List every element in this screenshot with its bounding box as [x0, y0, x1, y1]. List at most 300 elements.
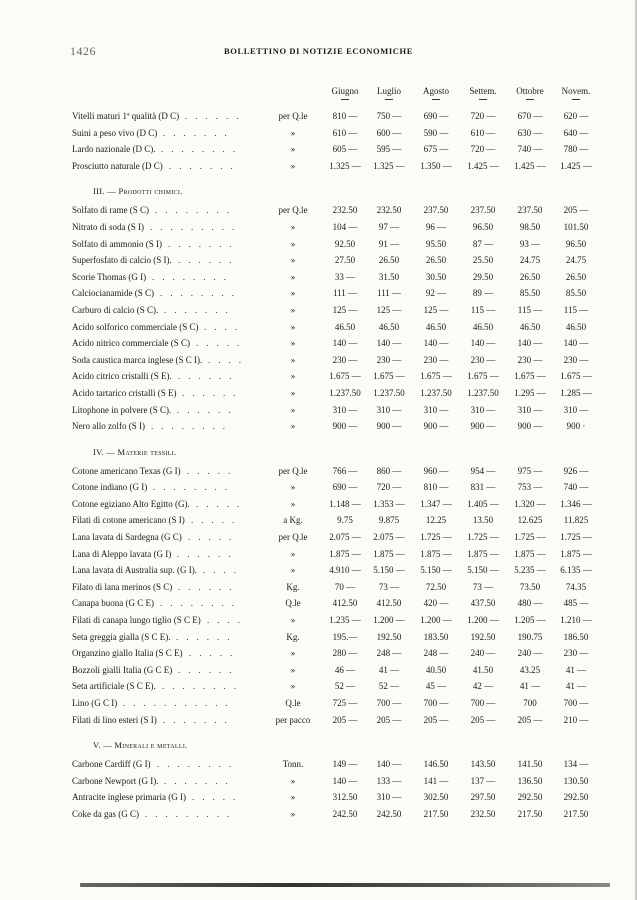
price-cell: 101.50 — [563, 221, 589, 232]
price-cell: 140 — — [517, 338, 543, 349]
price-cell: 230 — — [423, 354, 449, 365]
dot-leader: ........ — [160, 288, 242, 299]
month-label: Ottobre — [516, 86, 544, 96]
table-row — [0, 108, 637, 125]
price-cell: 720 — — [376, 482, 402, 493]
price-cell: 205 — — [376, 714, 402, 725]
dot-leader: ........... — [123, 698, 236, 708]
table-row — [0, 385, 637, 402]
price-cell: 237.50 — [470, 205, 496, 216]
price-cell: 24.75 — [519, 255, 541, 266]
dot-leader: .... — [207, 615, 248, 626]
price-cell: 46.50 — [425, 321, 447, 332]
price-cell: 766 — — [332, 465, 358, 476]
month-label: Settem. — [469, 86, 497, 96]
price-cell: 2.075 — — [373, 532, 405, 543]
item-label: Cotone indiano (G I) — [72, 482, 148, 493]
price-cell: 1.353 — — [373, 498, 405, 509]
table-row — [0, 662, 637, 679]
item-label: Nero allo zolfo (S I) — [72, 421, 145, 432]
table-row — [0, 202, 637, 219]
price-cell: 232.50 — [376, 205, 402, 216]
price-cell: 232.50 — [332, 205, 358, 216]
price-cell: 24.75 — [565, 255, 587, 266]
table-row — [0, 789, 637, 806]
price-cell: 95.50 — [425, 238, 447, 249]
price-cell: 140 — — [423, 338, 449, 349]
unit-label: » — [290, 144, 296, 155]
price-cell: 73 — — [472, 581, 494, 592]
price-cell: 5.150 — — [420, 565, 452, 576]
price-cell: 1.205 — — [514, 615, 546, 626]
price-cell: 1.237.50 — [467, 387, 499, 398]
item-label: Lino (G C I) — [72, 698, 118, 708]
item-label: Lana lavata di Sardegna (G C) — [72, 532, 182, 543]
price-cell: 1.725 — — [560, 532, 592, 543]
price-cell: 1.675 — — [560, 371, 592, 382]
price-cell: 29.50 — [472, 271, 494, 282]
unit-label: Q.le — [285, 698, 301, 708]
price-cell: 700 — — [470, 698, 496, 708]
price-cell: 310 — — [517, 404, 543, 415]
table-row — [0, 529, 637, 546]
item-label: Solfato di rame (S C) — [72, 205, 149, 216]
dot-leader: ........ — [153, 482, 235, 493]
price-cell: 1.200 — — [373, 615, 405, 626]
table-row — [0, 773, 637, 790]
unit-label: » — [290, 371, 296, 382]
item-label: Calciocianamide (S C) — [72, 288, 154, 299]
unit-label: » — [290, 792, 296, 803]
price-cell: 310 — — [563, 404, 589, 415]
price-cell: 1.875 — — [467, 548, 499, 559]
price-cell: 700 — [523, 698, 537, 708]
price-cell: 975 — — [517, 465, 543, 476]
dot-leader: ........ — [151, 421, 233, 432]
table-row — [0, 125, 637, 142]
price-cell: 900 — — [470, 421, 496, 432]
price-cell: 42 — — [472, 681, 494, 692]
dot-leader: ........ — [162, 681, 244, 692]
price-cell: 30.50 — [425, 271, 447, 282]
price-cell: 130.50 — [563, 775, 589, 786]
price-cell: 620 — — [563, 111, 589, 121]
unit-label: per pacco — [275, 714, 311, 725]
price-cell: 210 — — [563, 714, 589, 725]
price-cell: 230 — — [376, 354, 402, 365]
month-underline — [572, 99, 580, 100]
table-row — [0, 319, 637, 336]
price-cell: 753 — — [517, 482, 543, 493]
item-label: Antracite inglese primaria (G I) — [72, 792, 186, 803]
unit-label: » — [290, 615, 296, 626]
price-cell: 900 — — [332, 421, 358, 432]
section-title: V. — Minerali e metalli. — [93, 740, 188, 751]
price-cell: 860 — — [376, 465, 402, 476]
price-cell: 205 — — [563, 205, 589, 216]
unit-label: » — [290, 387, 296, 398]
unit-label: Kg. — [286, 631, 300, 642]
price-cell: 205 — — [423, 714, 449, 725]
price-cell: 900 · — [566, 421, 586, 432]
section-title: IV. — Materie tessili. — [93, 446, 177, 457]
price-cell: 1.675 — — [420, 371, 452, 382]
month-underline — [341, 99, 349, 100]
price-cell: 675 — — [423, 144, 449, 155]
month-underline — [385, 99, 393, 100]
price-cell: 72.50 — [425, 581, 447, 592]
price-cell: 26.50 — [378, 255, 400, 266]
table-row — [0, 252, 637, 269]
price-cell: 310 — — [376, 404, 402, 415]
table-row — [0, 141, 637, 158]
item-label: Solfato di ammonio (S I) — [72, 238, 162, 249]
price-cell: 1.725 — — [420, 532, 452, 543]
unit-label: per Q.le — [278, 465, 308, 476]
table-row — [0, 756, 637, 773]
price-cell: 810 — — [423, 482, 449, 493]
price-cell: 43.25 — [519, 664, 541, 675]
price-cell: 46.50 — [565, 321, 587, 332]
price-cell: 190.75 — [517, 631, 543, 642]
item-label: Cotone egiziano Alto Egitto (G). — [72, 498, 190, 509]
table-row — [0, 463, 637, 480]
price-cell: 140 — — [376, 338, 402, 349]
price-cell: 292.50 — [563, 792, 589, 803]
price-cell: 690 — — [332, 482, 358, 493]
month-underline — [526, 99, 534, 100]
price-cell: 93 — — [519, 238, 541, 249]
unit-label: a Kg. — [283, 515, 303, 526]
dot-leader: ....... — [169, 160, 241, 171]
price-cell: 115 — — [470, 304, 496, 315]
price-cell: 230 — — [563, 354, 589, 365]
dot-leader: ..... — [191, 515, 243, 526]
price-cell: 1.237.50 — [373, 387, 405, 398]
dot-leader: ...... — [178, 255, 240, 266]
price-cell: 1.875 — — [329, 548, 361, 559]
price-cell: 27.50 — [334, 255, 356, 266]
price-cell: 74.35 — [565, 581, 587, 592]
price-cell: 70 — — [334, 581, 356, 592]
price-cell: 610 — — [470, 127, 496, 138]
price-cell: 1.148 — — [329, 498, 361, 509]
month-label: Agosto — [422, 86, 449, 96]
price-cell: 52 — — [334, 681, 356, 692]
item-label: Canapa buona (G C E) — [72, 598, 154, 609]
price-cell: 1.320 — — [514, 498, 546, 509]
month-header — [548, 86, 604, 100]
price-cell: 302.50 — [423, 792, 449, 803]
price-cell: 45 — — [425, 681, 447, 692]
unit-label: per Q.le — [278, 111, 308, 121]
table-row — [0, 352, 637, 369]
price-cell: 412.50 — [332, 598, 358, 609]
dot-leader: ..... — [196, 338, 248, 349]
price-cell: 630 — — [517, 127, 543, 138]
unit-label: » — [290, 548, 296, 559]
price-cell: 217.50 — [423, 808, 449, 819]
price-cell: 1.425 — — [560, 160, 592, 171]
price-cell: 1.675 — — [329, 371, 361, 382]
table-row — [0, 678, 637, 695]
price-cell: 91 — — [378, 238, 400, 249]
price-cell: 310 — — [376, 792, 402, 803]
item-label: Acido nitrico commerciale (S C) — [72, 338, 190, 349]
price-cell: 237.50 — [517, 205, 543, 216]
dot-leader: ....... — [164, 775, 236, 786]
table-row — [0, 695, 637, 712]
price-cell: 1.237.50 — [329, 387, 361, 398]
item-label: Acido tartarico cristalli (S E) — [72, 387, 177, 398]
unit-label: » — [290, 221, 296, 232]
price-cell: 140 — — [332, 338, 358, 349]
item-label: Lardo nazionale (D C). — [72, 144, 156, 155]
price-cell: 310 — — [332, 404, 358, 415]
item-label: Superfosfato di calcio (S I). — [72, 255, 172, 266]
dot-leader: .... — [203, 565, 244, 576]
price-cell: 140 — — [470, 338, 496, 349]
item-label: Coke da gas (G C) — [72, 808, 139, 819]
price-cell: 73 — — [378, 581, 400, 592]
unit-label: » — [290, 681, 296, 692]
month-label: Luglio — [377, 86, 401, 96]
dot-leader: ....... — [163, 714, 235, 725]
item-label: Organzino giallo Italia (S C E) — [72, 648, 183, 659]
price-cell: 1.325 — — [329, 160, 361, 171]
price-cell: 46.50 — [334, 321, 356, 332]
price-cell: 1.325 — — [373, 160, 405, 171]
price-cell: 1.875 — — [560, 548, 592, 559]
dot-leader: ........ — [152, 271, 234, 282]
price-cell: 125 — — [376, 304, 402, 315]
unit-label: » — [290, 775, 296, 786]
price-cell: 111 — — [376, 288, 402, 299]
table-row — [0, 158, 637, 175]
price-cell: 232.50 — [470, 808, 496, 819]
price-cell: 690 — — [423, 111, 449, 121]
price-cell: 85.50 — [519, 288, 541, 299]
price-cell: 1.875 — — [420, 548, 452, 559]
dot-leader: ..... — [187, 465, 239, 476]
unit-label: » — [290, 421, 296, 432]
price-cell: 217.50 — [517, 808, 543, 819]
section-heading — [0, 441, 637, 463]
price-cell: 780 — — [563, 144, 589, 155]
item-label: Suini a peso vivo (D C) — [72, 127, 158, 138]
price-cell: 240 — — [517, 648, 543, 659]
table-row — [0, 302, 637, 319]
price-cell: 33 — — [334, 271, 356, 282]
price-cell: 25.50 — [472, 255, 494, 266]
dot-leader: ........ — [160, 598, 242, 609]
table-row — [0, 269, 637, 286]
price-cell: 5.235 — — [514, 565, 546, 576]
table-row — [0, 368, 637, 385]
unit-label: » — [290, 354, 296, 365]
price-cell: 420 — — [423, 598, 449, 609]
price-cell: 700 — — [376, 698, 402, 708]
price-cell: 248 — — [423, 648, 449, 659]
price-cell: 740 — — [563, 482, 589, 493]
price-cell: 96.50 — [472, 221, 494, 232]
price-cell: 1.675 — — [467, 371, 499, 382]
price-cell: 195.— — [332, 631, 358, 642]
price-cell: 26.50 — [519, 271, 541, 282]
price-cell: 146.50 — [423, 759, 449, 770]
price-cell: 217.50 — [563, 808, 589, 819]
price-cell: 134 — — [563, 759, 589, 770]
price-cell: 11.825 — [563, 515, 589, 526]
price-cell: 1.425 — — [514, 160, 546, 171]
table-row — [0, 645, 637, 662]
table-row — [0, 479, 637, 496]
price-cell: 13.50 — [472, 515, 494, 526]
dot-leader: ....... — [164, 304, 236, 315]
price-cell: 205 — — [517, 714, 543, 725]
item-label: Lana di Aleppo lavata (G I) — [72, 548, 172, 559]
price-cell: 480 — — [517, 598, 543, 609]
price-cell: 437.50 — [470, 598, 496, 609]
month-label: Giugno — [331, 86, 359, 96]
dot-leader: ...... — [176, 631, 238, 642]
price-cell: 640 — — [563, 127, 589, 138]
table-row — [0, 335, 637, 352]
table-row — [0, 546, 637, 563]
price-cell: 1.725 — — [514, 532, 546, 543]
item-label: Filati di canapa lungo tiglio (S C E) — [72, 615, 201, 626]
price-cell: 230 — — [517, 354, 543, 365]
price-cell: 720 — — [470, 111, 496, 121]
table-row — [0, 612, 637, 629]
price-cell: 5.150 — — [373, 565, 405, 576]
dot-leader: ...... — [185, 111, 247, 121]
price-cell: 73.50 — [519, 581, 541, 592]
price-cell: 1.285 — — [560, 387, 592, 398]
item-label: Acido citrico cristalli (S E). — [72, 371, 172, 382]
price-cell: 137 — — [470, 775, 496, 786]
table-row — [0, 236, 637, 253]
price-cell: 149 — — [332, 759, 358, 770]
section-title: III. — Prodotti chimici. — [93, 186, 183, 197]
price-cell: 725 — — [332, 698, 358, 708]
price-cell: 310 — — [470, 404, 496, 415]
price-cell: 1.210 — — [560, 615, 592, 626]
price-cell: 141.50 — [517, 759, 543, 770]
item-label: Lana lavata di Australia sup. (G I). — [72, 565, 197, 576]
price-cell: 1.295 — — [514, 387, 546, 398]
dot-leader: ........ — [155, 205, 237, 216]
unit-label: » — [290, 648, 296, 659]
price-cell: 52 — — [378, 681, 400, 692]
price-cell: 111 — — [332, 288, 358, 299]
price-cell: 230 — — [332, 354, 358, 365]
price-cell: 46.50 — [378, 321, 400, 332]
price-cell: 412.50 — [376, 598, 402, 609]
table-row — [0, 512, 637, 529]
unit-label: » — [290, 238, 296, 249]
price-cell: 205 — — [470, 714, 496, 725]
price-cell: 1.675 — — [514, 371, 546, 382]
price-cell: 610 — — [332, 127, 358, 138]
price-cell: 46 — — [334, 664, 356, 675]
price-cell: 230 — — [470, 354, 496, 365]
price-cell: 960 — — [423, 465, 449, 476]
unit-label: Kg. — [286, 581, 300, 592]
price-cell: 700 — — [563, 698, 589, 708]
dot-leader: ..... — [188, 532, 240, 543]
table-row — [0, 629, 637, 646]
price-cell: 96 — — [425, 221, 447, 232]
item-label: Cotone americano Texas (G I) — [72, 465, 181, 476]
price-cell: 237.50 — [423, 205, 449, 216]
table-row — [0, 579, 637, 596]
dot-leader: ....... — [163, 127, 235, 138]
price-cell: 143.50 — [470, 759, 496, 770]
unit-label: » — [290, 808, 296, 819]
price-cell: 96.50 — [565, 238, 587, 249]
item-label: Soda caustica marca inglese (S C I). — [72, 354, 203, 365]
item-label: Vitelli maturi 1ª qualità (D C) — [72, 111, 180, 121]
dot-leader: .... — [208, 354, 249, 365]
price-cell: 46.50 — [519, 321, 541, 332]
dot-leader: ......... — [150, 221, 243, 232]
price-cell: 31.50 — [378, 271, 400, 282]
price-cell: 87 — — [472, 238, 494, 249]
price-cell: 125 — — [332, 304, 358, 315]
price-cell: 297.50 — [470, 792, 496, 803]
unit-label: » — [290, 565, 296, 576]
table-row — [0, 595, 637, 612]
section-heading — [0, 180, 637, 202]
month-label: Novem. — [561, 86, 591, 96]
price-cell: 240 — — [470, 648, 496, 659]
page-number: 1426 — [70, 44, 96, 58]
price-cell: 1.350 — — [420, 160, 452, 171]
price-cell: 115 — — [517, 304, 543, 315]
price-cell: 700 — — [423, 698, 449, 708]
unit-label: » — [290, 498, 296, 509]
item-label: Nitrato di soda (S I) — [72, 221, 144, 232]
price-cell: 248 — — [376, 648, 402, 659]
item-label: Bozzoli gialli Italia (G C E) — [72, 664, 173, 675]
price-cell: 1.405 — — [467, 498, 499, 509]
price-cell: 140 — — [332, 775, 358, 786]
unit-label: Q.le — [285, 598, 301, 609]
price-cell: 605 — — [332, 144, 358, 155]
price-cell: 1.875 — — [373, 548, 405, 559]
unit-label: » — [290, 482, 296, 493]
unit-label: » — [290, 321, 296, 332]
price-cell: 192.50 — [376, 631, 402, 642]
table-row — [0, 402, 637, 419]
dot-leader: ...... — [177, 548, 239, 559]
dot-leader: ...... — [182, 387, 244, 398]
price-table — [0, 108, 637, 829]
price-cell: 205 — — [332, 714, 358, 725]
price-cell: 46.50 — [472, 321, 494, 332]
price-cell: 590 — — [423, 127, 449, 138]
price-cell: 6.135 — — [560, 565, 592, 576]
price-cell: 1.425 — — [467, 160, 499, 171]
section-heading — [0, 734, 637, 756]
item-label: Filato di lana merinos (S C) — [72, 581, 173, 592]
unit-label: » — [290, 255, 296, 266]
dot-leader: ...... — [178, 664, 240, 675]
price-cell: 5.150 — — [467, 565, 499, 576]
table-row — [0, 712, 637, 729]
table-row — [0, 285, 637, 302]
